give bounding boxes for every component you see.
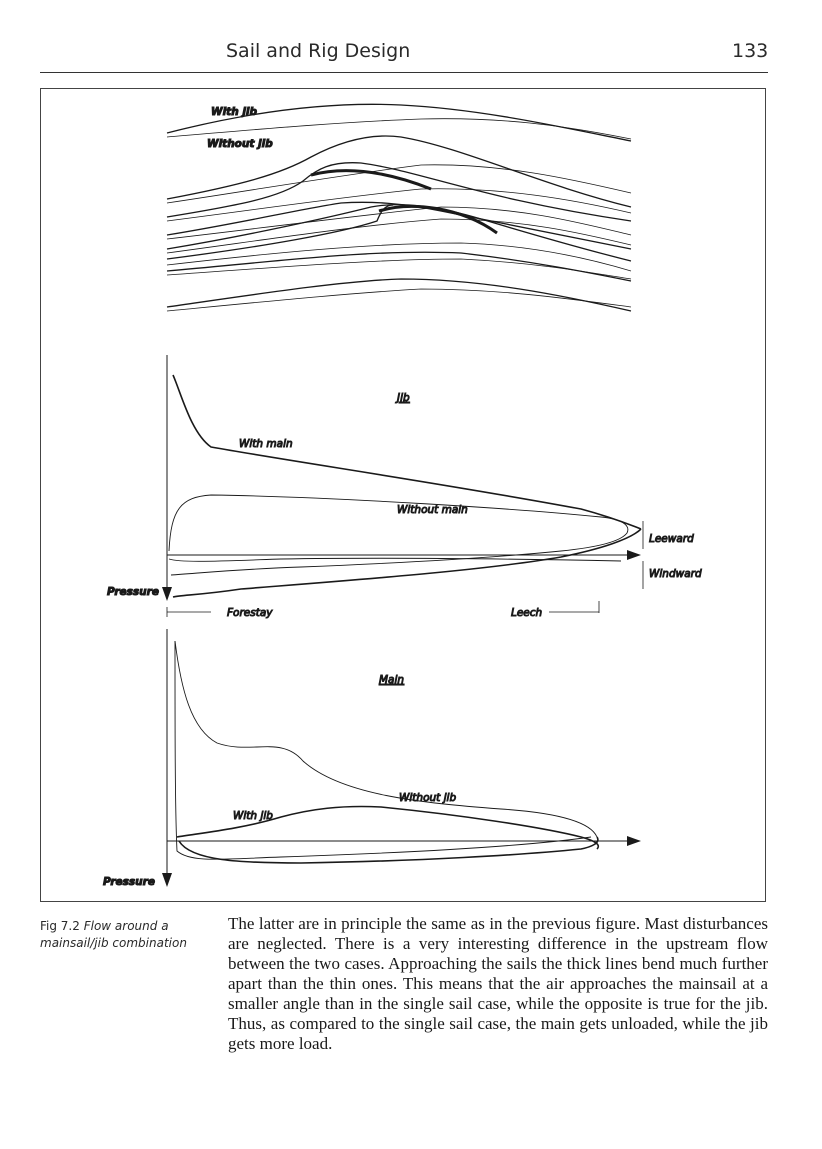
running-header-title: Sail and Rig Design (226, 40, 411, 62)
jib-curve-with-main: With main (239, 438, 293, 450)
streamlines (167, 104, 631, 311)
jib-leeward-label: Leeward (649, 533, 694, 545)
main-pressure-arrow (162, 873, 172, 887)
jib-windward-label: Windward (649, 568, 702, 580)
jib-curve-without-main: Without main (397, 504, 468, 516)
figure-box (40, 88, 766, 902)
flow-label-with-jib: With jib (211, 106, 258, 118)
jib-chord-arrow (627, 550, 641, 560)
caption-prefix: Fig 7.2 (40, 919, 80, 933)
jib-pressure-arrow (162, 587, 172, 601)
caption-text: Flow around a mainsail/jib combination (40, 919, 187, 950)
body-paragraph: The latter are in principle the same as in the previous figure. Mast disturbances are neglected. There is a very interesting difference in the upstream flow between the two cases. Approaching the sails the thick lines bend much further apart than the thin ones. This means that the air approaches the mainsail at a smaller angle than in the single sail case, while the opposite is true for the jib. Thus, as compared to the single sail case, the main gets unloaded, while the jib gets more load. (228, 914, 768, 1053)
jib-plot-title: Jib (397, 392, 410, 404)
flow-label-without-jib: Without jib (207, 138, 273, 150)
main-pressure-plot (162, 629, 641, 887)
forestay-label: Forestay (227, 607, 273, 619)
page-number: 133 (732, 40, 769, 62)
main-curve-without-jib: Without jib (399, 792, 457, 804)
leech-label: Leech (511, 607, 543, 619)
figure-caption (40, 918, 220, 952)
main-curve-with-jib: With jib (233, 810, 273, 822)
figure-diagram (41, 89, 767, 903)
main-plot-title: Main (379, 674, 405, 686)
jib-pressure-label: Pressure (107, 586, 159, 598)
header-rule (40, 72, 768, 73)
main-pressure-label: Pressure (103, 876, 155, 888)
main-chord-arrow (627, 836, 641, 846)
